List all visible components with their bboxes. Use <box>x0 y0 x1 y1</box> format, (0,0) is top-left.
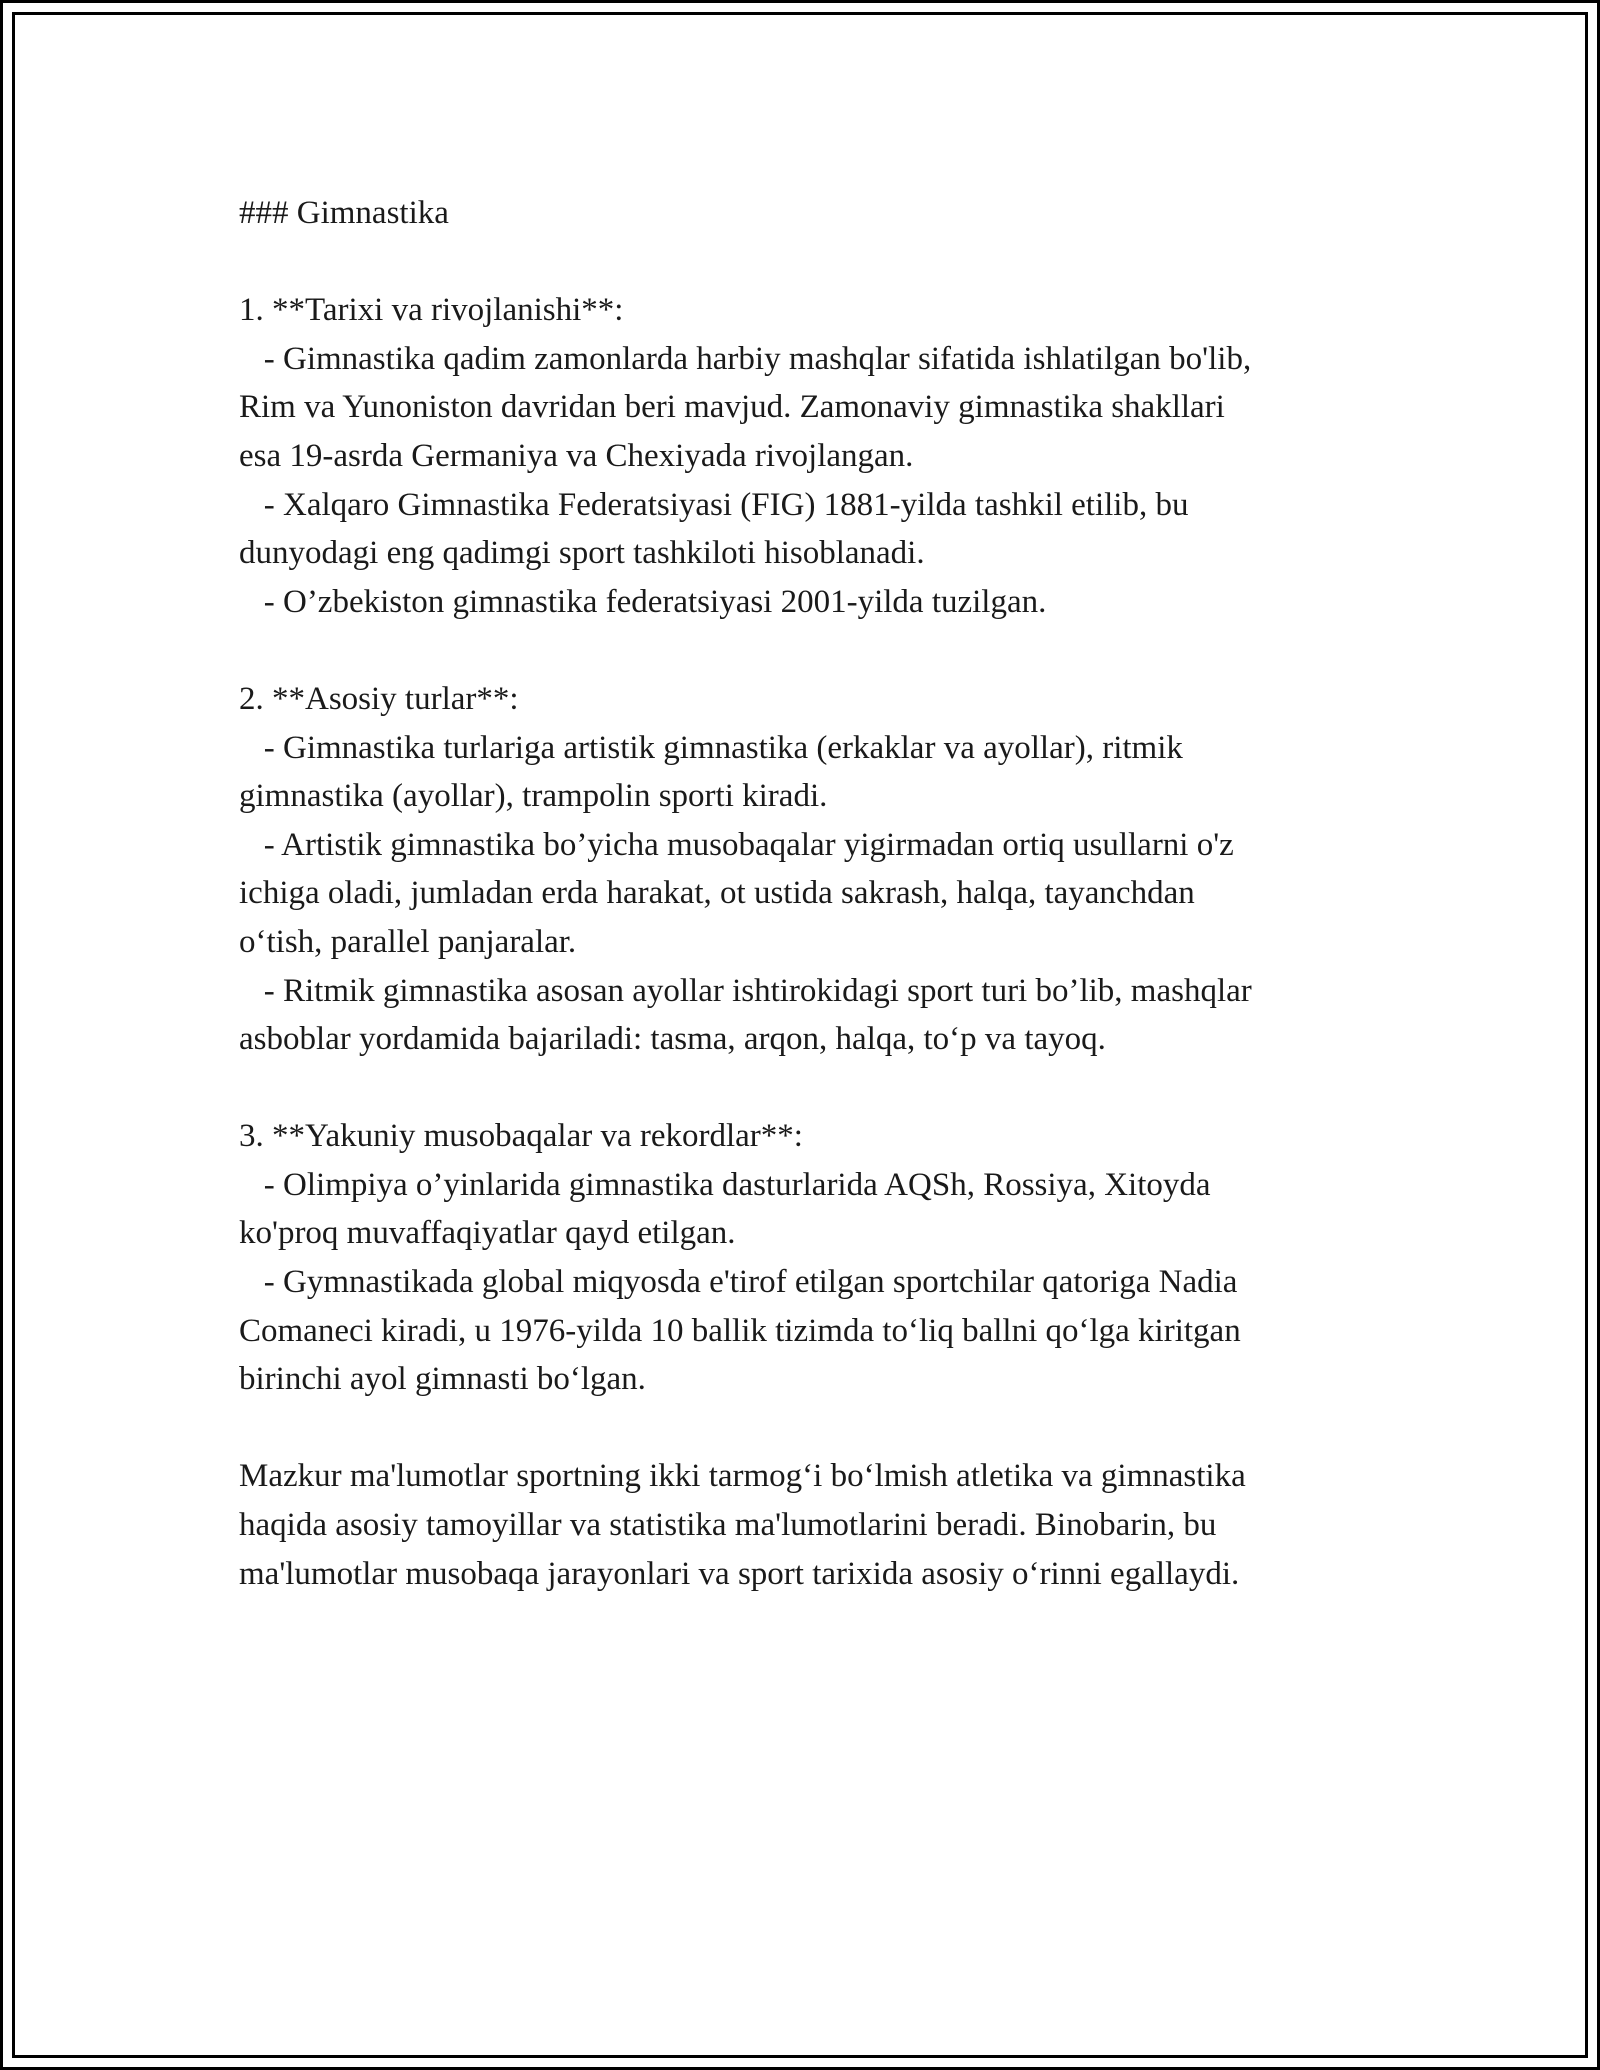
paragraph-line: - Artistik gimnastika bo’yicha musobaqalar yigirmadan ortiq usullarni o'z <box>239 826 1234 863</box>
paragraph-line: Rim va Yunoniston davridan beri mavjud. Zamonaviy gimnastika shakllari <box>239 389 1225 426</box>
paragraph-line: ichiga oladi, jumladan erda harakat, ot ustida sakrash, halqa, tayanchdan <box>239 875 1195 912</box>
paragraph-line: - Xalqaro Gimnastika Federatsiyasi (FIG) 1881-yilda tashkil etilib, bu <box>239 486 1189 523</box>
paragraph-line: birinchi ayol gimnasti bo‘lgan. <box>239 1361 646 1398</box>
blank-line <box>239 626 1379 675</box>
paragraph-line: Comaneci kiradi, u 1976-yilda 10 ballik tizimda to‘liq ballni qo‘lga kiritgan <box>239 1312 1241 1349</box>
paragraph-line: ko'proq muvaffaqiyatlar qayd etilgan. <box>239 1215 736 1252</box>
paragraph-line: - Gymnastikada global miqyosda e'tirof etilgan sportchilar qatoriga Nadia <box>239 1264 1238 1301</box>
blank-line <box>239 1404 1379 1453</box>
document-heading: ### Gimnastika <box>239 195 449 231</box>
section-main-types <box>239 675 1379 1064</box>
conclusion-paragraph <box>239 1452 1379 1598</box>
section-title: 2. **Asosiy turlar**: <box>239 680 519 717</box>
blank-line <box>239 1064 1379 1113</box>
paragraph-line: - Ritmik gimnastika asosan ayollar ishtirokidagi sport turi bo’lib, mashqlar <box>239 972 1252 1009</box>
paragraph-line: Mazkur ma'lumotlar sportning ikki tarmog‘i bo‘lmish atletika va gimnastika <box>239 1458 1246 1495</box>
paragraph-line: - Olimpiya o’yinlarida gimnastika dasturlarida AQSh, Rossiya, Xitoyda <box>239 1166 1211 1203</box>
paragraph-line: - Gimnastika qadim zamonlarda harbiy mashqlar sifatida ishlatilgan bo'lib, <box>239 340 1252 377</box>
document-body <box>239 189 1379 1598</box>
paragraph-line: asboblar yordamida bajariladi: tasma, arqon, halqa, to‘p va tayoq. <box>239 1021 1106 1058</box>
section-title: 1. **Tarixi va rivojlanishi**: <box>239 292 624 329</box>
paragraph-line: gimnastika (ayollar), trampolin sporti kiradi. <box>239 778 828 815</box>
paragraph-line: esa 19-asrda Germaniya va Chexiyada rivojlangan. <box>239 437 914 474</box>
blank-line <box>239 238 1379 287</box>
paragraph-line: dunyodagi eng qadimgi sport tashkiloti hisoblanadi. <box>239 535 925 572</box>
section-history <box>239 286 1379 626</box>
paragraph-line: haqida asosiy tamoyillar va statistika ma'lumotlarini beradi. Binobarin, bu <box>239 1507 1217 1544</box>
section-competitions-records <box>239 1112 1379 1404</box>
paragraph-line: ma'lumotlar musobaqa jarayonlari va sport tarixida asosiy o‘rinni egallaydi. <box>239 1555 1240 1592</box>
paragraph-line: - O’zbekiston gimnastika federatsiyasi 2001-yilda tuzilgan. <box>239 583 1047 620</box>
paragraph-line: - Gimnastika turlariga artistik gimnastika (erkaklar va ayollar), ritmik <box>239 729 1183 766</box>
section-title: 3. **Yakuniy musobaqalar va rekordlar**: <box>239 1118 803 1155</box>
paragraph-line: o‘tish, parallel panjaralar. <box>239 923 577 960</box>
